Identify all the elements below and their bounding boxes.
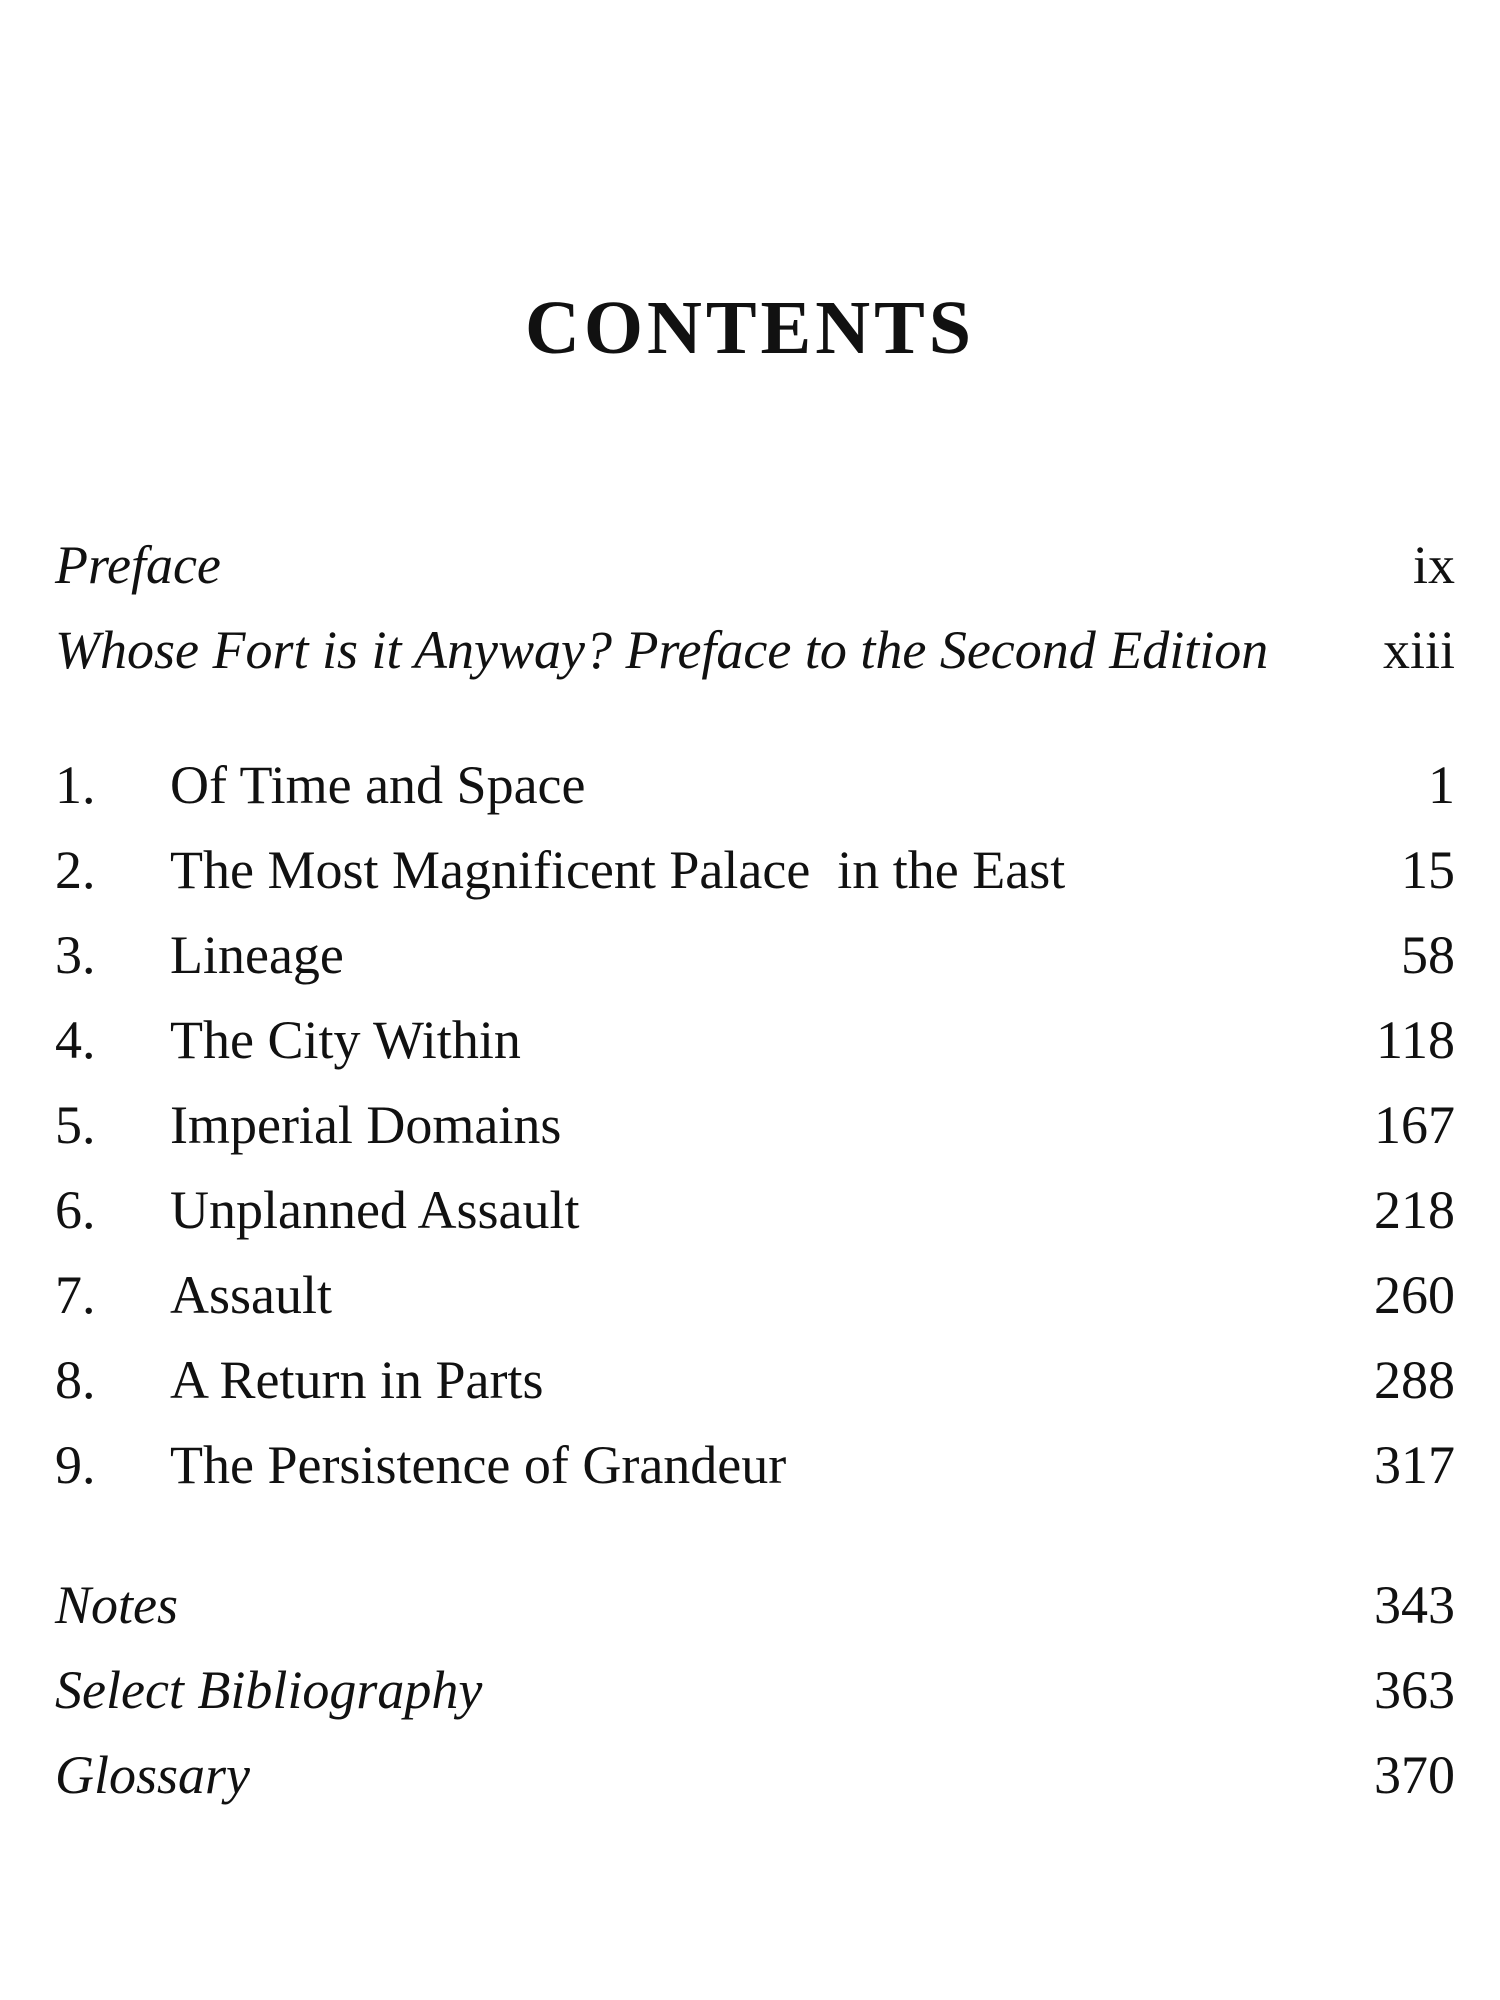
chapter-title: The City Within <box>170 1010 521 1070</box>
chapter-page: 1 <box>1428 755 1455 815</box>
chapter-page: 218 <box>1374 1180 1455 1240</box>
page-title: CONTENTS <box>524 286 976 370</box>
toc-chapter-2[interactable] <box>55 835 1455 905</box>
toc-entry-title: Select Bibliography <box>55 1660 483 1720</box>
chapter-page: 167 <box>1374 1095 1455 1155</box>
chapter-number: 7. <box>55 1265 96 1325</box>
toc-entry-preface[interactable] <box>55 530 1455 600</box>
chapter-title: The Most Magnificent Palace in the East <box>170 840 1066 900</box>
chapter-page: 317 <box>1374 1435 1455 1495</box>
chapter-number: 4. <box>55 1010 96 1070</box>
chapter-number: 9. <box>55 1435 96 1495</box>
toc-chapter-3[interactable] <box>55 920 1455 990</box>
toc-entry-page: ix <box>1412 535 1455 595</box>
toc-entry-glossary[interactable] <box>55 1740 1455 1810</box>
toc-entry-page: xiii <box>1382 620 1455 680</box>
chapter-title: Lineage <box>170 925 344 985</box>
chapter-page: 15 <box>1401 840 1455 900</box>
toc-entry-page: 370 <box>1374 1745 1455 1805</box>
toc-entry-title: Glossary <box>55 1745 251 1805</box>
chapter-title: The Persistence of Grandeur <box>170 1435 787 1495</box>
chapter-number: 3. <box>55 925 96 985</box>
chapter-number: 2. <box>55 840 96 900</box>
toc-chapter-5[interactable] <box>55 1090 1455 1160</box>
chapter-title: Of Time and Space <box>170 755 586 815</box>
toc-entry-select-bibliography[interactable] <box>55 1655 1455 1725</box>
toc-entry-second-edition-preface[interactable] <box>55 615 1455 685</box>
chapter-title: Imperial Domains <box>170 1095 562 1155</box>
chapter-number: 5. <box>55 1095 96 1155</box>
toc-chapter-1[interactable] <box>55 750 1455 820</box>
chapter-page: 58 <box>1401 925 1455 985</box>
toc-entry-title: Whose Fort is it Anyway? Preface to the Second Edition <box>55 620 1269 680</box>
chapter-number: 6. <box>55 1180 96 1240</box>
chapter-page: 288 <box>1374 1350 1455 1410</box>
toc-chapter-4[interactable] <box>55 1005 1455 1075</box>
toc-entry-title: Notes <box>55 1575 179 1635</box>
chapter-title: A Return in Parts <box>170 1350 544 1410</box>
chapter-number: 1. <box>55 755 96 815</box>
chapter-page: 118 <box>1376 1010 1455 1070</box>
toc-entry-page: 363 <box>1374 1660 1455 1720</box>
chapter-title: Assault <box>170 1265 332 1325</box>
toc-entry-title: Preface <box>55 535 221 595</box>
toc-entry-notes[interactable] <box>55 1570 1455 1640</box>
chapter-number: 8. <box>55 1350 96 1410</box>
toc-chapter-6[interactable] <box>55 1175 1455 1245</box>
toc-chapter-9[interactable] <box>55 1430 1455 1500</box>
toc-chapter-8[interactable] <box>55 1345 1455 1415</box>
chapter-page: 260 <box>1374 1265 1455 1325</box>
toc-entry-page: 343 <box>1374 1575 1455 1635</box>
toc-chapter-7[interactable] <box>55 1260 1455 1330</box>
chapter-title: Unplanned Assault <box>170 1180 580 1240</box>
